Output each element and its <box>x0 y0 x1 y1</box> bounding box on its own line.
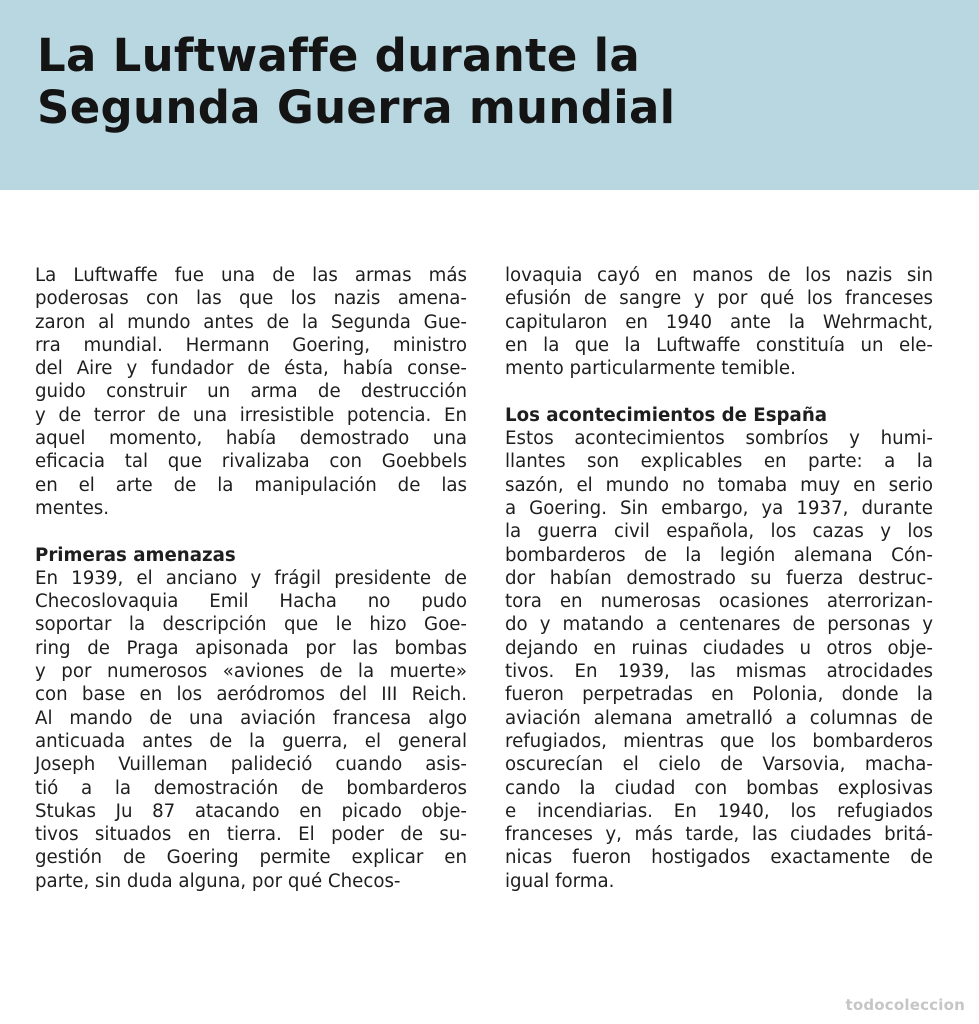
text-line: fueron perpetradas en Polonia, donde la <box>505 684 933 706</box>
text-line: aviación alemana ametralló a columnas de <box>505 707 933 729</box>
text-line: gestión de Goering permite explicar en <box>35 847 467 869</box>
text-line: zaron al mundo antes de la Segunda Gue- <box>35 311 467 333</box>
text-line: mento particularmente temible. <box>505 358 796 380</box>
title-line: Segunda Guerra mundial <box>37 81 676 134</box>
text-line: mentes. <box>35 497 110 519</box>
left-column <box>35 264 467 893</box>
text-line: cando la ciudad con bombas explosivas <box>505 777 933 799</box>
text-line: tivos. En 1939, las mismas atrocidades <box>505 661 933 683</box>
text-line: oscurecían el cielo de Varsovia, macha- <box>505 754 933 776</box>
text-line: llantes son explicables en parte: a la <box>505 451 933 473</box>
intro-paragraph <box>35 264 467 520</box>
text-line: bombarderos de la legión alemana Cón- <box>505 544 933 566</box>
section-heading: Primeras amenazas <box>35 544 236 566</box>
text-line: dejando en ruinas ciudades u otros obje- <box>505 637 933 659</box>
title-line: La Luftwaffe durante la <box>37 29 641 82</box>
text-line: nicas fueron hostigados exactamente de <box>505 847 933 869</box>
text-line: dor habían demostrado su fuerza destruc- <box>505 567 933 589</box>
text-line: efusión de sangre y por qué los franceses <box>505 288 933 310</box>
text-line: tió a la demostración de bombarderos <box>35 777 467 799</box>
text-line: rra mundial. Hermann Goering, ministro <box>35 334 467 356</box>
text-line: del Aire y fundador de ésta, había conse- <box>35 358 467 380</box>
watermark: todocoleccion <box>845 996 965 1014</box>
text-line: tora en numerosas ocasiones aterrorizan- <box>505 591 933 613</box>
text-line: Estos acontecimientos sombríos y humi- <box>505 428 933 450</box>
text-line: y de terror de una irresistible potencia. En <box>35 404 467 426</box>
text-line: capitularon en 1940 ante la Wehrmacht, <box>505 311 933 333</box>
text-line: Al mando de una aviación francesa algo <box>35 707 467 729</box>
section-heading: Los acontecimientos de España <box>505 404 828 426</box>
text-line: la guerra civil española, los cazas y los <box>505 521 933 543</box>
text-line: eficacia tal que rivalizaba con Goebbels <box>35 451 467 473</box>
text-line: poderosas con las que los nazis amena- <box>35 288 467 310</box>
text-line: do y matando a centenares de personas y <box>505 614 933 636</box>
text-line: En 1939, el anciano y frágil presidente de <box>35 567 467 589</box>
text-line: franceses y, más tarde, las ciudades britá- <box>505 824 933 846</box>
intro-paragraph <box>505 264 933 380</box>
text-line: sazón, el mundo no tomaba muy en serio <box>505 474 933 496</box>
text-line: y por numerosos «aviones de la muerte» <box>35 661 467 683</box>
text-line: anticuada antes de la guerra, el general <box>35 730 467 752</box>
text-line: La Luftwaffe fue una de las armas más <box>35 265 467 286</box>
text-line: en la que la Luftwaffe constituía un ele- <box>505 334 933 356</box>
text-line: tivos situados en tierra. El poder de su- <box>35 824 467 846</box>
text-line: con base en los aeródromos del III Reich. <box>35 684 467 706</box>
text-line: en el arte de la manipulación de las <box>35 474 467 496</box>
text-line: igual forma. <box>505 870 615 892</box>
text-line: guido construir un arma de destrucción <box>35 381 467 403</box>
section-paragraph <box>35 567 467 893</box>
text-line: soportar la descripción que le hizo Goe- <box>35 614 467 636</box>
text-line: Joseph Vuilleman palideció cuando asis- <box>35 754 467 776</box>
section-paragraph <box>505 427 933 893</box>
text-line: e incendiarias. En 1940, los refugiados <box>505 800 933 822</box>
text-line: parte, sin duda alguna, por qué Checos- <box>35 870 401 892</box>
text-line: ring de Praga apisonada por las bombas <box>35 637 467 659</box>
right-column <box>505 264 933 893</box>
page-title <box>37 30 937 134</box>
title-banner <box>0 0 979 190</box>
text-line: Checoslovaquia Emil Hacha no pudo <box>35 591 467 613</box>
text-line: lovaquia cayó en manos de los nazis sin <box>505 265 933 286</box>
text-line: Stukas Ju 87 atacando en picado obje- <box>35 800 467 822</box>
text-line: aquel momento, había demostrado una <box>35 428 467 450</box>
text-line: refugiados, mientras que los bombarderos <box>505 730 933 752</box>
text-line: a Goering. Sin embargo, ya 1937, durante <box>505 497 933 519</box>
